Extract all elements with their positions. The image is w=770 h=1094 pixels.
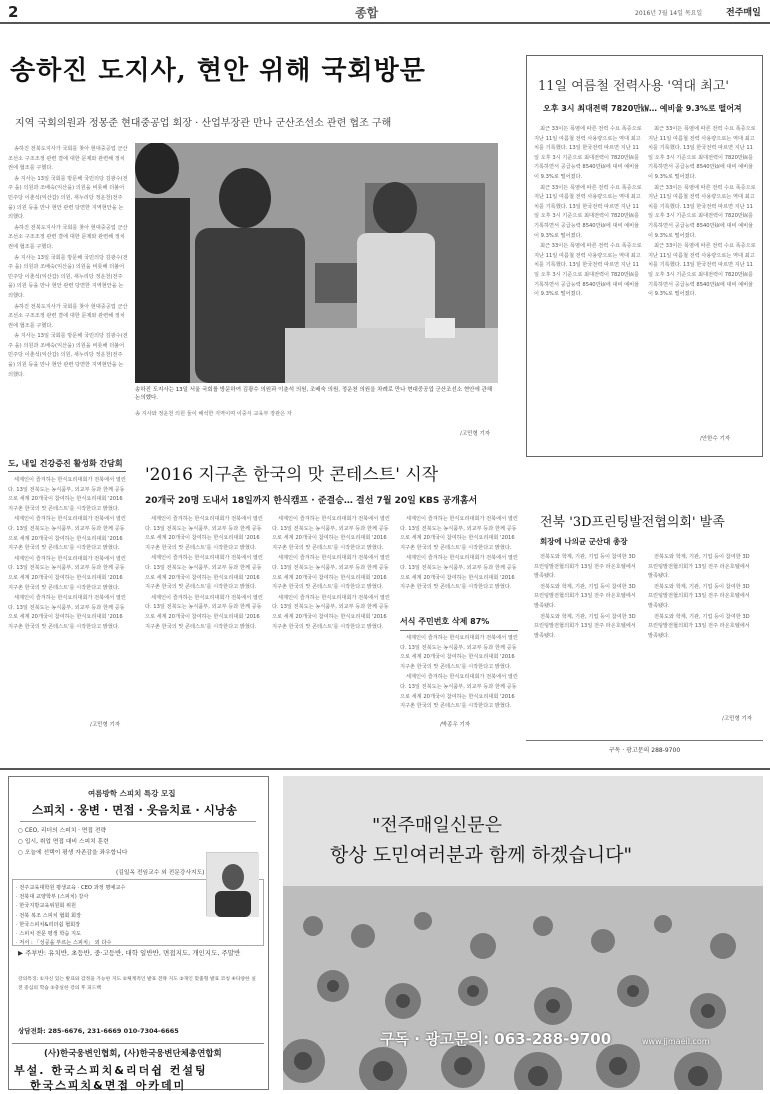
subscription-contact: 구독 · 광고문의 288-9700 (526, 740, 763, 756)
power-body-left (534, 125, 642, 430)
health-paragraph: 세계인이 즐겨하는 한식요리대회가 전북에서 열린다. 13일 전북도는 농식품부, 외교부 등과 한께 공동으로 세계 20개국이 참여하는 한식요리대회 '2016 지구촌 한국의 맛 콘테스트'를 시작한다고 밝혔다. (8, 516, 126, 552)
power-byline: /안한수 기자 (700, 436, 731, 442)
printing-paragraph: 전북도와 학계, 기관, 기업 등이 참여한 3D 프린팅발전협의회가 13일 전주 라온호텔에서 발족됐다. (648, 613, 750, 639)
health-kicker: 도, 내일 건강증진 활성화 간담회 (8, 458, 126, 472)
health-body (8, 476, 128, 716)
festival-paragraph: 세계인이 즐겨하는 한식요리대회가 전북에서 열린다. 13일 전북도는 농식품부, 외교부 등과 한께 공동으로 세계 20개국이 참여하는 한식요리대회 '2016 지구촌 한국의 맛 콘테스트'를 시작한다고 밝혔다. (272, 594, 390, 630)
ad-target-classes: ▶ 주부반: 유치반, 초등반, 중·고등반, 대학 일반반, 면접지도, 개인지도, 주말반 (18, 949, 241, 957)
power-paragraph: 최근 33이든 폭염에 따른 전력 수요 폭증으로 지난 11일 여름철 전력 사용량으로는 역대 최고치를 기록했다. 13일 한국전력 따르면 지난 11일 오후 3시 기준으로 최대전력이 7820만㎾를 기록하면서 공급능력 8540만㎾에 대비 예비율이 9.3%로 떨어졌다. (648, 126, 756, 180)
festival-subtitle: 20개국 20명 도내서 18일까지 한식캠프 · 준결승… 결선 7월 20일 KBS 공개홈서 (145, 496, 478, 506)
credential-item: · 전북 복조 스피치 협회 회장 (16, 912, 82, 919)
power-paragraph: 최근 33이든 폭염에 따른 전력 수요 폭증으로 지난 11일 여름철 전력 사용량으로는 역대 최고치를 기록했다. 13일 한국전력 따르면 지난 11일 오후 3시 기준으로 최대전력이 7820만㎾를 기록하면서 공급능력 8540만㎾에 대비 예비율이 9.3%로 떨어졌다. (648, 243, 756, 298)
page-number: 2 (8, 3, 19, 21)
ad-phone: 상담전화: 285-6676, 231-6669 010-7304-6665 (18, 1027, 179, 1035)
ad-top-line: 여름방학 스피치 특강 모집 (88, 789, 176, 798)
printing-paragraph: 전북도와 학계, 기관, 기업 등이 참여한 3D 프린팅발전협의회가 13일 전주 라온호텔에서 발족됐다. (534, 583, 636, 609)
power-paragraph: 최근 33이든 폭염에 따른 전력 수요 폭증으로 지난 11일 여름철 전력 사용량으로는 역대 최고치를 기록했다. 13일 한국전력 따르면 지난 11일 오후 3시 기준으로 최대전력이 7820만㎾를 기록하면서 공급능력 8540만㎾에 대비 예비율이 9.3%로 떨어졌다. (534, 126, 642, 180)
power-paragraph: 최근 33이든 폭염에 따른 전력 수요 폭증으로 지난 11일 여름철 전력 사용량으로는 역대 최고치를 기록했다. 13일 한국전력 따르면 지난 11일 오후 3시 기준으로 최대전력이 7820만㎾를 기록하면서 공급능력 8540만㎾에 대비 예비율이 9.3%로 떨어졌다. (534, 184, 642, 239)
ad-company-line1: 부설. 한국스피치&리더쉽 컨설팅 (14, 1064, 208, 1077)
festival-paragraph: 세계인이 즐겨하는 한식요리대회가 전북에서 열린다. 13일 전북도는 농식품부, 외교부 등과 한께 공동으로 세계 20개국이 참여하는 한식요리대회 '2016 지구촌 한국의 맛 콘테스트'를 시작한다고 밝혔다. (145, 594, 263, 630)
credential-item: · 저서 : 「성공을 부르는 스피치」 외 다수 (16, 940, 112, 947)
id-number-headline: 서식 주민번호 삭제 87% (400, 617, 490, 626)
lead-body-bottom (135, 410, 498, 440)
ad-organization: (사)한국웅변인협회, (사)한국웅변단체총연합회 (44, 1049, 222, 1059)
ad-website: www.jjmaeil.com (642, 1037, 710, 1046)
power-paragraph: 최근 33이든 폭염에 따른 전력 수요 폭증으로 지난 11일 여름철 전력 사용량으로는 역대 최고치를 기록했다. 13일 한국전력 따르면 지난 11일 오후 3시 기준으로 최대전력이 7820만㎾를 기록하면서 공급능력 8540만㎾에 대비 예비율이 9.3%로 떨어졌다. (534, 243, 642, 298)
festival-paragraph: 세계인이 즐겨하는 한식요리대회가 전북에서 열린다. 13일 전북도는 농식품부, 외교부 등과 한께 공동으로 세계 20개국이 참여하는 한식요리대회 '2016 지구촌 한국의 맛 콘테스트'를 시작한다고 밝혔다. (400, 516, 518, 551)
lead-paragraph: 송 지사는 13일 국회를 방문해 국민의당 김광수(전주 을) 의원과 조배숙(익산을) 의원을 비롯해 더불어민주당 이춘석(익산갑) 의원, 새누리당 정운천(전주을) 의원 등을 만나 현안 관련 당면한 지역현안을 논의했다. (8, 254, 128, 299)
lead-paragraph: 송하진 전북도지사가 국회를 찾아 현대중공업 군산조선소 구조조정 관련 결에 대한 문제와 관련해 정치권에 협조를 구했다. (8, 303, 128, 329)
photo-caption: 송하진 도지사는 13일 서울 국회를 방문하여 김광수 의원과 이춘석 의원, 조배숙 의원, 정운천 의원을 차례로 만나 현대중공업 군산조선소 현안에 관해 논의했다. (135, 387, 493, 401)
lead-subtitle: 지역 국회의원과 정몽준 현대중공업 회장 · 산업부장관 만나 군산조선소 관련 협조 구해 (15, 118, 392, 129)
printing-paragraph: 전북도와 학계, 기관, 기업 등이 참여한 3D 프린팅발전협의회가 13일 전주 라온호텔에서 발족됐다. (534, 613, 636, 639)
id-number-paragraph: 세계인이 즐겨하는 한식요리대회가 전북에서 열린다. 13일 전북도는 농식품부, 외교부 등과 한께 공동으로 세계 20개국이 참여하는 한식요리대회 '2016 지구촌 한국의 맛 콘테스트'를 시작한다고 밝혔다. (400, 635, 518, 670)
ad-divider (0, 768, 770, 770)
header-rule (0, 22, 770, 24)
printing-paragraph: 전북도와 학계, 기관, 기업 등이 참여한 3D 프린팅발전협의회가 13일 전주 라온호텔에서 발족됐다. (648, 583, 750, 609)
portrait-illustration (207, 853, 259, 917)
festival-paragraph: 세계인이 즐겨하는 한식요리대회가 전북에서 열린다. 13일 전북도는 농식품부, 외교부 등과 한께 공동으로 세계 20개국이 참여하는 한식요리대회 '2016 지구촌 한국의 맛 콘테스트'를 시작한다고 밝혔다. (400, 555, 518, 591)
festival-paragraph: 세계인이 즐겨하는 한식요리대회가 전북에서 열린다. 13일 전북도는 농식품부, 외교부 등과 한께 공동으로 세계 20개국이 참여하는 한식요리대회 '2016 지구촌 한국의 맛 콘테스트'를 시작한다고 밝혔다. (272, 555, 390, 591)
lead-paragraph: 송 지사는 13일 국회를 방문해 국민의당 김광수(전주 을) 의원과 조배숙(익산을) 의원을 비롯해 더불어민주당 이춘석(익산갑) 의원, 새누리당 정운천(전주을) 의원 등을 만나 현안 관련 당면한 지역현안을 논의했다. (8, 175, 128, 221)
printing-paragraph: 전북도와 학계, 기관, 기업 등이 참여한 3D 프린팅발전협의회가 13일 전주 라온호텔에서 발족됐다. (534, 554, 636, 580)
id-number-byline: /박종우 기자 (440, 722, 471, 728)
section-label: 종합 (355, 6, 379, 20)
health-paragraph: 세계인이 즐겨하는 한식요리대회가 전북에서 열린다. 13일 전북도는 농식품부, 외교부 등과 한께 공동으로 세계 20개국이 참여하는 한식요리대회 '2016 지구촌 한국의 맛 콘테스트'를 시작한다고 밝혔다. (8, 477, 126, 512)
id-number-body (400, 634, 518, 718)
id-number-rule (400, 630, 518, 631)
festival-paragraph: 세계인이 즐겨하는 한식요리대회가 전북에서 열린다. 13일 전북도는 농식품부, 외교부 등과 한께 공동으로 세계 20개국이 참여하는 한식요리대회 '2016 지구촌 한국의 맛 콘테스트'를 시작한다고 밝혔다. (145, 555, 263, 591)
newspaper-brand: 전주매일 (726, 8, 761, 18)
power-subtitle: 오후 3시 최대전력 7820만㎾… 예비율 9.3%로 떨어져 (543, 104, 742, 113)
power-body-right (648, 125, 756, 430)
ad-feature-item: ○ 오늘에 선택이 평생 자존감을 좌우합니다 (18, 850, 128, 856)
printing-headline: 전북 '3D프린팅발전협의회' 발족 (540, 515, 725, 530)
credential-item: · 스피치 전문 평생 학습 지도 (16, 931, 82, 938)
ad-rule-bottom (12, 1043, 264, 1044)
lead-photo (135, 143, 498, 383)
ad-instructor-note: (김일옥 전임교수 외 전문강사지도) (116, 870, 205, 876)
ad-credentials-list (16, 884, 194, 948)
credential-item: · 전주교육대학원 평생교육 · CEO 과정 명예교수 (16, 885, 126, 891)
festival-headline: '2016 지구촌 한국의 맛 콘테스트' 시작 (145, 465, 439, 485)
power-paragraph: 최근 33이든 폭염에 따른 전력 수요 폭증으로 지난 11일 여름철 전력 사용량으로는 역대 최고치를 기록했다. 13일 한국전력 따르면 지난 11일 오후 3시 기준으로 최대전력이 7820만㎾를 기록하면서 공급능력 8540만㎾에 대비 예비율이 9.3%로 떨어졌다. (648, 184, 756, 239)
ad-slogan-line2: 항상 도민여러분과 함께 하겠습니다" (330, 844, 633, 866)
festival-paragraph: 세계인이 즐겨하는 한식요리대회가 전북에서 열린다. 13일 전북도는 농식품부, 외교부 등과 한께 공동으로 세계 20개국이 참여하는 한식요리대회 '2016 지구촌 한국의 맛 콘테스트'를 시작한다고 밝혔다. (272, 516, 390, 551)
ad-slogan-line1: "전주매일신문은 (372, 815, 502, 836)
ad-subscription-contact: 구독 · 광고문의: 063-288-9700 (380, 1030, 612, 1048)
issue-date: 2016년 7월 14일 목요일 (635, 10, 703, 17)
ad-rule (20, 821, 256, 822)
festival-body-col3 (400, 515, 518, 610)
lead-bottom-text: 송 지사와 정운천 의원 둘이 해석한 지역이며 이중식 교육부 장관은 자 (135, 411, 292, 417)
id-number-paragraph: 세계인이 즐겨하는 한식요리대회가 전북에서 열린다. 13일 전북도는 농식품부, 외교부 등과 한께 공동으로 세계 20개국이 참여하는 한식요리대회 '2016 지구촌 한국의 맛 콘테스트'를 시작한다고 밝혔다. (400, 674, 518, 710)
ad-course-notes: 강의특징: ①자신 있는 발표와 감정을 가능한 지도 ②체계적인 발표 전략 지도 ③개인 맞춤형 발표 코칭 ④다양한 실전 중심의 학습 ⑤충실한 강의 후 피드백 (18, 977, 256, 991)
credential-item: · 한국스피치&리더쉽 협회장 (16, 921, 81, 928)
festival-body-col1 (145, 515, 265, 717)
ad-feature-item: ○ 입시, 취업 면접 대비 스피치 훈련 (18, 839, 109, 845)
lead-byline: /고민형 기자 (460, 431, 491, 437)
ad-headline: 스피치 · 웅변 · 면접 · 웃음치료 · 시낭송 (32, 803, 238, 817)
credential-item: · 전북대 교양학부 (스피치) 강사 (16, 894, 89, 901)
lead-paragraph: 송 지사는 13일 국회를 방문해 국민의당 김광수(전주 을) 의원과 조배숙(익산을) 의원을 비롯해 더불어민주당 이춘석(익산갑) 의원, 새누리당 정운천(전주을) 의원 등을 만나 현안 관련 당면한 지역현안을 논의했다. (8, 333, 128, 378)
printing-body-left (534, 553, 642, 713)
health-byline: /고민형 기자 (90, 722, 121, 728)
ad-company-line2: 한국스피치&면접 아카데미 (30, 1079, 187, 1092)
festival-paragraph: 세계인이 즐겨하는 한식요리대회가 전북에서 열린다. 13일 전북도는 농식품부, 외교부 등과 한께 공동으로 세계 20개국이 참여하는 한식요리대회 '2016 지구촌 한국의 맛 콘테스트'를 시작한다고 밝혔다. (145, 516, 263, 551)
printing-subtitle: 회장에 나의균 군산대 총장 (540, 537, 628, 546)
festival-body-col2 (272, 515, 392, 717)
lead-paragraph: 송하진 전북도지사가 국회를 찾아 현대중공업 군산조선소 구조조정 관련 결에 대한 문제와 관련해 정치권에 협조를 구했다. (8, 224, 128, 250)
power-headline: 11일 여름철 전력사용 '역대 최고' (538, 79, 729, 94)
ad-feature-item: ○ CEO, 리더의 스피치 · 면접 전략 (18, 828, 107, 834)
credential-item: · 한국지방교육위원회 위원 (16, 903, 77, 910)
meeting-photo-illustration (135, 143, 498, 383)
lead-paragraph: 송하진 전북도지사가 국회를 찾아 현대중공업 군산조선소 구조조정 관련 결에 대한 문제와 관련해 정치권에 협조를 구했다. (8, 146, 128, 172)
printing-paragraph: 전북도와 학계, 기관, 기업 등이 참여한 3D 프린팅발전협의회가 13일 전주 라온호텔에서 발족됐다. (648, 554, 750, 580)
instructor-photo (206, 852, 258, 916)
printing-byline: /고민형 기자 (722, 716, 753, 722)
printing-body-right (648, 553, 756, 713)
lead-body-col1 (8, 145, 128, 450)
health-paragraph: 세계인이 즐겨하는 한식요리대회가 전북에서 열린다. 13일 전북도는 농식품부, 외교부 등과 한께 공동으로 세계 20개국이 참여하는 한식요리대회 '2016 지구촌 한국의 맛 콘테스트'를 시작한다고 밝혔다. (8, 595, 126, 630)
lead-headline: 송하진 도지사, 현안 위해 국회방문 (10, 56, 426, 86)
health-paragraph: 세계인이 즐겨하는 한식요리대회가 전북에서 열린다. 13일 전북도는 농식품부, 외교부 등과 한께 공동으로 세계 20개국이 참여하는 한식요리대회 '2016 지구촌 한국의 맛 콘테스트'를 시작한다고 밝혔다. (8, 555, 126, 591)
